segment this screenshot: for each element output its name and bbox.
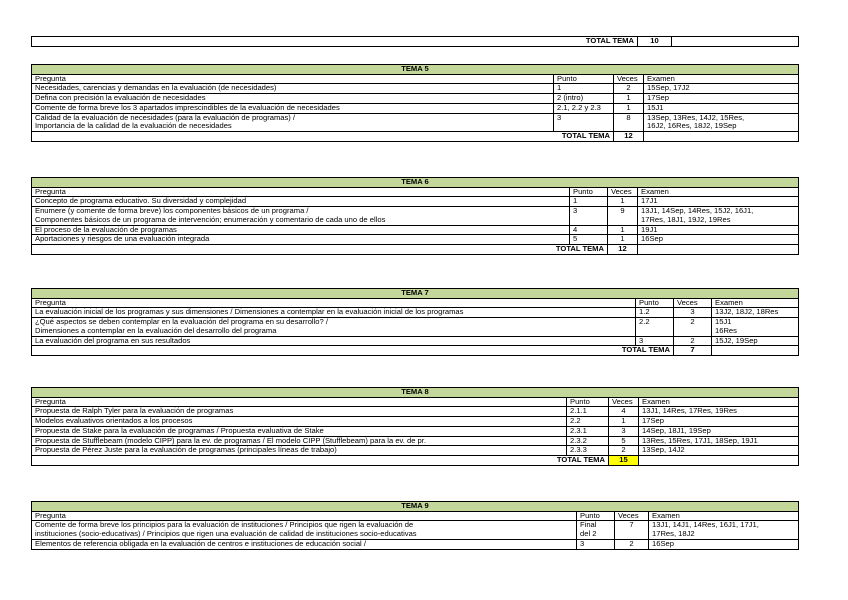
row-pregunta: Calidad de la evaluación de necesidades (para la evaluación de programas) / Importancia de la calidad de la evaluación de necesidades bbox=[32, 113, 554, 131]
row-pregunta: Propuesta de Stufflebeam (modelo CIPP) para la ev. de programas / El modelo CIPP (Stufflebeam) para la ev. de pr. bbox=[32, 436, 567, 446]
tema7-title: TEMA 7 bbox=[32, 289, 799, 299]
tema5-total-label: TOTAL TEMA bbox=[32, 132, 614, 142]
row-examen: 13Res, 15Res, 17J1, 18Sep, 19J1 bbox=[639, 436, 799, 446]
col-pregunta: Pregunta bbox=[32, 298, 636, 308]
table-row bbox=[32, 197, 799, 207]
tema5-title: TEMA 5 bbox=[32, 65, 799, 75]
row-veces: 3 bbox=[609, 426, 639, 436]
row-examen: 13Sep, 13Res, 14J2, 15Res, 16J2, 16Res, 18J2, 19Sep bbox=[644, 113, 799, 131]
col-punto: Punto bbox=[636, 298, 674, 308]
row-pregunta: Modelos evaluativos orientados a los procesos bbox=[32, 417, 567, 427]
row-veces: 1 bbox=[608, 197, 638, 207]
col-punto: Punto bbox=[567, 397, 609, 407]
tema7-total-value: 7 bbox=[674, 346, 712, 356]
col-pregunta: Pregunta bbox=[32, 511, 577, 521]
row-veces: 5 bbox=[609, 436, 639, 446]
table-row bbox=[32, 426, 799, 436]
tema9-table bbox=[31, 501, 799, 550]
row-pregunta: La evaluación inicial de los programas y sus dimensiones / Dimensiones a contemplar en la evaluación inicial de los programas bbox=[32, 308, 636, 318]
table-row bbox=[32, 521, 799, 539]
row-veces: 1 bbox=[614, 94, 644, 104]
tema8-total-label: TOTAL TEMA bbox=[32, 456, 609, 466]
col-examen: Examen bbox=[712, 298, 799, 308]
row-examen: 15J2, 19Sep bbox=[712, 336, 799, 346]
table-row bbox=[32, 539, 799, 549]
row-pregunta: Comente de forma breve los 3 apartados imprescindibles de la evaluación de necesidades bbox=[32, 103, 554, 113]
row-pregunta: El proceso de la evaluación de programas bbox=[32, 225, 570, 235]
tema8-title: TEMA 8 bbox=[32, 388, 799, 398]
row-examen: 16Sep bbox=[649, 539, 799, 549]
row-punto: 2.2 bbox=[636, 318, 674, 336]
top-total-table bbox=[31, 36, 799, 47]
table-row bbox=[32, 308, 799, 318]
col-veces: Veces bbox=[608, 187, 638, 197]
row-punto: Final del 2 bbox=[577, 521, 615, 539]
row-punto: 2.3.1 bbox=[567, 426, 609, 436]
col-examen: Examen bbox=[644, 74, 799, 84]
row-veces: 1 bbox=[608, 225, 638, 235]
tema6-title: TEMA 6 bbox=[32, 178, 799, 188]
table-row bbox=[32, 336, 799, 346]
row-pregunta: Aportaciones y riesgos de una evaluación integrada bbox=[32, 235, 570, 245]
row-examen: 15Sep, 17J2 bbox=[644, 84, 799, 94]
row-examen: 13J1, 14Sep, 14Res, 15J2, 16J1, 17Res, 18J1, 19J2, 19Res bbox=[638, 207, 799, 225]
row-examen: 13J2, 18J2, 18Res bbox=[712, 308, 799, 318]
tema6-total-empty bbox=[638, 245, 799, 255]
table-row bbox=[32, 318, 799, 336]
tema6-table bbox=[31, 177, 799, 255]
col-pregunta: Pregunta bbox=[32, 397, 567, 407]
total-label: TOTAL TEMA bbox=[32, 37, 638, 47]
row-veces: 4 bbox=[609, 407, 639, 417]
row-veces: 8 bbox=[614, 113, 644, 131]
row-punto: 2.3.3 bbox=[567, 446, 609, 456]
tema8-total-empty bbox=[639, 456, 799, 466]
tema5-total-value: 12 bbox=[614, 132, 644, 142]
col-veces: Veces bbox=[674, 298, 712, 308]
table-row bbox=[32, 235, 799, 245]
tema5-total-empty bbox=[644, 132, 799, 142]
col-punto: Punto bbox=[570, 187, 608, 197]
row-examen: 17J1 bbox=[638, 197, 799, 207]
row-punto: 2.2 bbox=[567, 417, 609, 427]
table-row bbox=[32, 225, 799, 235]
row-punto: 3 bbox=[570, 207, 608, 225]
row-punto: 2.3.2 bbox=[567, 436, 609, 446]
row-examen: 13J1, 14J1, 14Res, 16J1, 17J1, 17Res, 18J2 bbox=[649, 521, 799, 539]
row-pregunta: Necesidades, carencias y demandas en la evaluación (de necesidades) bbox=[32, 84, 554, 94]
row-veces: 2 bbox=[614, 84, 644, 94]
row-examen: 14Sep, 18J1, 19Sep bbox=[639, 426, 799, 436]
row-examen: 13Sep, 14J2 bbox=[639, 446, 799, 456]
row-pregunta: Propuesta de Stake para la evaluación de programas / Propuesta evaluativa de Stake bbox=[32, 426, 567, 436]
row-punto: 2 (intro) bbox=[554, 94, 614, 104]
col-examen: Examen bbox=[649, 511, 799, 521]
table-row bbox=[32, 417, 799, 427]
row-punto: 3 bbox=[554, 113, 614, 131]
row-examen: 15J1 16Res bbox=[712, 318, 799, 336]
col-veces: Veces bbox=[609, 397, 639, 407]
row-punto: 5 bbox=[570, 235, 608, 245]
row-punto: 4 bbox=[570, 225, 608, 235]
col-veces: Veces bbox=[614, 74, 644, 84]
row-examen: 19J1 bbox=[638, 225, 799, 235]
total-empty bbox=[672, 37, 799, 47]
row-veces: 1 bbox=[608, 235, 638, 245]
col-examen: Examen bbox=[639, 397, 799, 407]
row-pregunta: Elementos de referencia obligada en la evaluación de centros e instituciones de educación social / bbox=[32, 539, 577, 549]
row-examen: 17Sep bbox=[644, 94, 799, 104]
row-veces: 9 bbox=[608, 207, 638, 225]
row-punto: 1 bbox=[554, 84, 614, 94]
row-veces: 2 bbox=[674, 318, 712, 336]
tema5-table bbox=[31, 64, 799, 142]
tema9-title: TEMA 9 bbox=[32, 502, 799, 512]
row-pregunta: Propuesta de Pérez Juste para la evaluación de programas (principales líneas de trabajo) bbox=[32, 446, 567, 456]
row-veces: 2 bbox=[674, 336, 712, 346]
row-examen: 13J1, 14Res, 17Res, 19Res bbox=[639, 407, 799, 417]
tema6-total-label: TOTAL TEMA bbox=[32, 245, 608, 255]
row-punto: 3 bbox=[577, 539, 615, 549]
row-veces: 2 bbox=[609, 446, 639, 456]
table-row bbox=[32, 113, 799, 131]
row-pregunta: La evaluación del programa en sus resultados bbox=[32, 336, 636, 346]
table-row bbox=[32, 446, 799, 456]
table-row bbox=[32, 436, 799, 446]
table-row bbox=[32, 407, 799, 417]
col-pregunta: Pregunta bbox=[32, 187, 570, 197]
col-punto: Punto bbox=[577, 511, 615, 521]
row-pregunta: Propuesta de Ralph Tyler para la evaluación de programas bbox=[32, 407, 567, 417]
col-veces: Veces bbox=[615, 511, 649, 521]
tema6-total-value: 12 bbox=[608, 245, 638, 255]
table-row bbox=[32, 103, 799, 113]
row-veces: 1 bbox=[609, 417, 639, 427]
col-examen: Examen bbox=[638, 187, 799, 197]
row-pregunta: ¿Qué aspectos se deben contemplar en la evaluación del programa en su desarrollo? / Dimensiones a contemplar en la evaluación del desarrollo del programa bbox=[32, 318, 636, 336]
tema7-table bbox=[31, 288, 799, 356]
table-row bbox=[32, 94, 799, 104]
tema8-table bbox=[31, 387, 799, 466]
row-punto: 1 bbox=[570, 197, 608, 207]
row-punto: 3 bbox=[636, 336, 674, 346]
tema8-total-value: 15 bbox=[609, 456, 639, 466]
table-row bbox=[32, 84, 799, 94]
row-punto: 2.1.1 bbox=[567, 407, 609, 417]
row-veces: 2 bbox=[615, 539, 649, 549]
tema7-total-label: TOTAL TEMA bbox=[32, 346, 674, 356]
row-pregunta: Defina con precisión la evaluación de necesidades bbox=[32, 94, 554, 104]
row-examen: 17Sep bbox=[639, 417, 799, 427]
tema7-total-empty bbox=[712, 346, 799, 356]
row-veces: 7 bbox=[615, 521, 649, 539]
row-pregunta: Concepto de programa educativo. Su diversidad y complejidad bbox=[32, 197, 570, 207]
row-examen: 16Sep bbox=[638, 235, 799, 245]
row-pregunta: Enumere (y comente de forma breve) los componentes básicos de un programa / Componentes básicos de un programa de intervención; enumeración y comentario de cada uno de ellos bbox=[32, 207, 570, 225]
total-value: 10 bbox=[638, 37, 672, 47]
row-veces: 3 bbox=[674, 308, 712, 318]
row-pregunta: Comente de forma breve los principios para la evaluación de instituciones / Principios que rigen la evaluación de instituciones (socio-educativas) / Principios que rigen una evaluación de calidad de instituciones socio-educativas bbox=[32, 521, 577, 539]
col-pregunta: Pregunta bbox=[32, 74, 554, 84]
table-row bbox=[32, 207, 799, 225]
row-punto: 1.2 bbox=[636, 308, 674, 318]
row-veces: 1 bbox=[614, 103, 644, 113]
col-punto: Punto bbox=[554, 74, 614, 84]
row-punto: 2.1, 2.2 y 2.3 bbox=[554, 103, 614, 113]
row-examen: 15J1 bbox=[644, 103, 799, 113]
